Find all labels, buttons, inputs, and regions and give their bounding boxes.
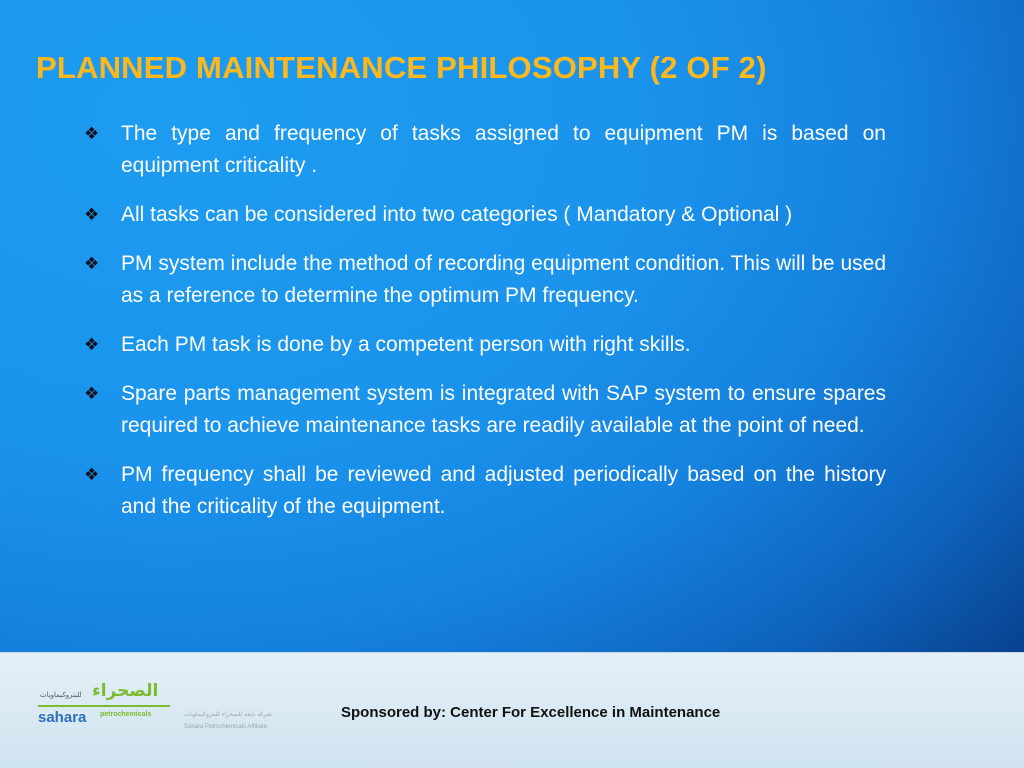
sahara-logo [36, 681, 176, 733]
bullet-item [84, 248, 886, 312]
logo-english-subtitle: petrochemicals [100, 711, 152, 718]
affiliate-arabic: شركة تابعة للصحراء للبتروكيماويات [184, 711, 272, 718]
bullet-text: Spare parts management system is integrated with SAP system to ensure spares required to achieve maintenance tasks are readily available at the point of need. [121, 382, 886, 437]
logo-arabic-name: الصحراء [92, 681, 159, 701]
bullet-text: PM frequency shall be reviewed and adjusted periodically based on the history and the criticality of the equipment. [121, 463, 886, 518]
footer-bar [0, 652, 1024, 768]
diamond-bullet-icon: ❖ [84, 124, 100, 143]
diamond-bullet-icon: ❖ [84, 335, 100, 354]
bullet-text: The type and frequency of tasks assigned to equipment PM is based on equipment criticality . [121, 122, 886, 177]
bullet-item [84, 118, 886, 182]
diamond-bullet-icon: ❖ [84, 254, 100, 273]
bullet-text: All tasks can be considered into two categories ( Mandatory & Optional ) [121, 203, 793, 226]
bullet-item [84, 459, 886, 523]
affiliate-note [184, 711, 314, 737]
diamond-bullet-icon: ❖ [84, 465, 100, 484]
logo-arabic-subtitle: للبتروكيماويات [40, 691, 82, 699]
bullet-item [84, 378, 886, 442]
sponsor-text: Sponsored by: Center For Excellence in Maintenance [341, 704, 721, 721]
bullet-list [84, 118, 886, 540]
logo-divider [38, 705, 170, 707]
bullet-text: PM system include the method of recording equipment condition. This will be used as a reference to determine the optimum PM frequency. [121, 252, 886, 307]
diamond-bullet-icon: ❖ [84, 205, 100, 224]
affiliate-english: Sahara Petrochemicals Affiliate [184, 724, 267, 730]
bullet-item [84, 199, 886, 231]
bullet-text: Each PM task is done by a competent person with right skills. [121, 333, 691, 356]
logo-english-name: sahara [38, 709, 87, 726]
diamond-bullet-icon: ❖ [84, 384, 100, 403]
slide-title: PLANNED MAINTENANCE PHILOSOPHY (2 OF 2) [36, 50, 767, 85]
bullet-item [84, 329, 886, 361]
